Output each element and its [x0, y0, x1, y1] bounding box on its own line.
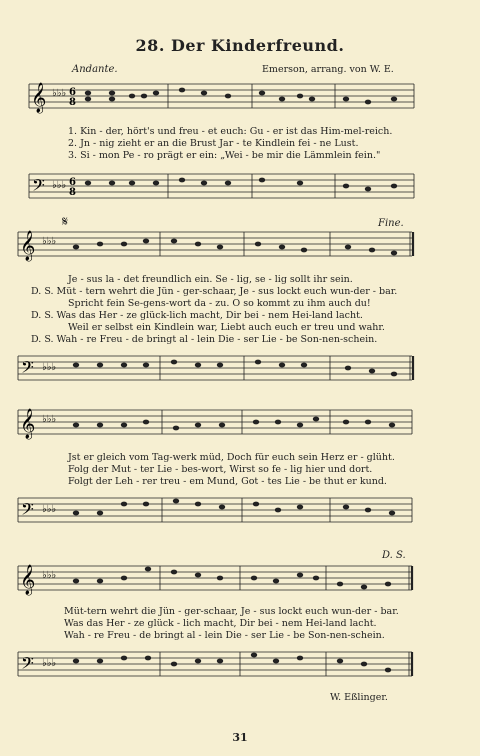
svg-text:𝄢: 𝄢 [21, 499, 34, 523]
svg-text:𝄞: 𝄞 [31, 83, 47, 113]
system-2-lyric-line-6: D. S. Wah - re Freu - de bringt al - lein Die - ser Lie - be Son-nen-schein. [31, 334, 378, 345]
system-4-lyric-line-1: Müt-tern wehrt die Jün - ger-schaar, Je - sus lockt euch wun-der - bar. [64, 606, 399, 617]
svg-text:𝄢: 𝄢 [21, 357, 34, 381]
system-3-lyric-line-3: Folgt der Leh - rer treu - em Mund, Got - tes Lie - be thut er kund. [68, 476, 387, 487]
svg-text:♭♭♭: ♭♭♭ [42, 236, 57, 247]
page-title: 28. Der Kinderfreund. [135, 36, 345, 55]
system-2-lyric-line-1: Je - sus la - det freundlich ein. Se - lig, se - lig sollt ihr sein. [68, 274, 353, 285]
svg-text:𝄞: 𝄞 [20, 231, 36, 261]
system-4-bass-staff [0, 646, 480, 688]
system-1-treble-staff [0, 82, 480, 126]
system-3-lyric-line-1: Jst er gleich vom Tag-werk müd, Doch für euch sein Herz er - glüht. [68, 452, 395, 463]
system-2-treble-staff [0, 228, 480, 268]
svg-text:♭♭♭: ♭♭♭ [42, 658, 57, 669]
svg-text:8: 8 [69, 97, 76, 108]
page-number: 31 [232, 731, 248, 744]
system-1-bass-staff [0, 168, 480, 208]
svg-text:♭♭♭: ♭♭♭ [42, 414, 57, 425]
system-2-lyric-line-4: D. S. Was das Her - ze glück-lich macht, Dir bei - nem Hei-land lacht. [31, 310, 363, 321]
system-4-lyric-line-2: Was das Her - ze glück - lich macht, Dir bei - nem Hei-land lacht. [64, 618, 377, 629]
svg-text:♭♭♭: ♭♭♭ [52, 180, 67, 191]
svg-text:♭♭♭: ♭♭♭ [52, 88, 67, 99]
ds-mark: D. S. [382, 550, 406, 561]
system-4-treble-staff [0, 560, 480, 604]
composer-credit: Emerson, arrang. von W. E. [262, 64, 394, 75]
fine-mark: Fine. [378, 218, 404, 229]
system-4-lyric-line-3: Wah - re Freu - de bringt al - lein Die - ser Lie - be Son-nen-schein. [64, 630, 385, 641]
svg-text:6: 6 [69, 87, 76, 98]
system-2-lyric-line-2: D. S. Müt - tern wehrt die Jün - ger-schaar, Je - sus lockt euch wun-der - bar. [31, 286, 398, 297]
arranger-credit: W. Eßlinger. [330, 692, 388, 703]
system-2-lyric-line-3: Spricht fein Se-gens-wort da - zu. O so kommt zu ihm auch du! [68, 298, 371, 309]
system-1-lyric-verse-2: 2. Jn - nig zieht er an die Brust Jar - te Kindlein fei - ne Lust. [68, 138, 359, 149]
segno-mark: 𝄋 [62, 214, 69, 230]
svg-text:♭♭♭: ♭♭♭ [42, 504, 57, 515]
svg-text:𝄞: 𝄞 [20, 565, 36, 595]
system-2-bass-staff [0, 350, 480, 390]
system-3-lyric-line-2: Folg der Mut - ter Lie - bes-wort, Wirst so fe - lig hier und dort. [68, 464, 373, 475]
system-1-lyric-verse-1: 1. Kin - der, hört's und freu - et euch: Gu - er ist das Him-mel-reich. [68, 126, 393, 137]
svg-text:8: 8 [69, 187, 76, 198]
system-3-bass-staff [0, 492, 480, 532]
svg-text:𝄞: 𝄞 [20, 409, 36, 439]
system-2-lyric-line-5: Weil er selbst ein Kindlein war, Liebt auch euch er treu und wahr. [68, 322, 385, 333]
svg-text:6: 6 [69, 177, 76, 188]
svg-text:♭♭♭: ♭♭♭ [42, 570, 57, 581]
svg-text:♭♭♭: ♭♭♭ [42, 362, 57, 373]
system-1-lyric-verse-3: 3. Si - mon Pe - ro prägt er ein: „Wei - be mir die Lämmlein fein." [68, 150, 381, 161]
tempo-marking: Andante. [72, 64, 118, 75]
system-3-treble-staff [0, 406, 480, 446]
svg-text:𝄢: 𝄢 [32, 175, 45, 199]
svg-text:𝄢: 𝄢 [21, 653, 34, 677]
